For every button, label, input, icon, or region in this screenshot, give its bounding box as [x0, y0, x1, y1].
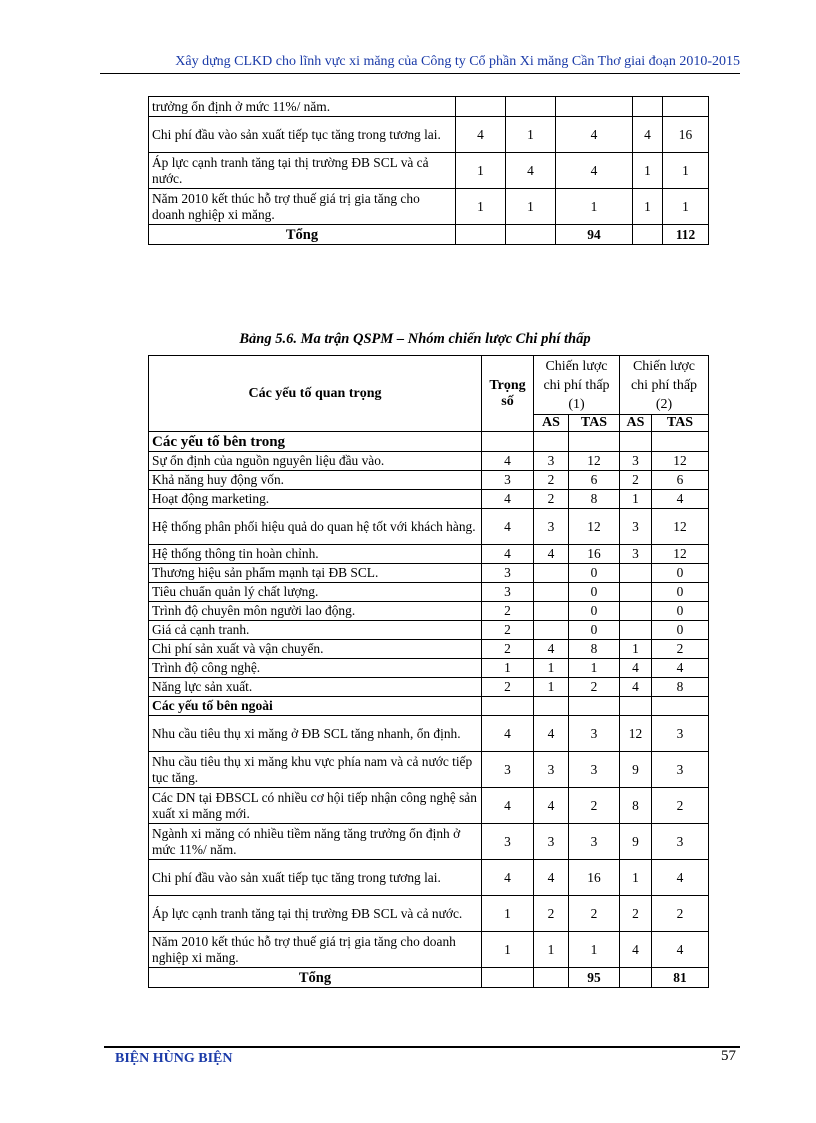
table-row — [149, 896, 709, 932]
value-cell: 2 — [534, 896, 569, 932]
value-cell: 3 — [482, 824, 534, 860]
total-label: Tổng — [149, 968, 482, 988]
value-cell — [534, 621, 569, 640]
value-cell: 16 — [663, 117, 709, 153]
factor-cell: Áp lực cạnh tranh tăng tại thị trường ĐB SCL và cả nước. — [149, 896, 482, 932]
footer-rule — [104, 1046, 740, 1048]
value-cell: 0 — [652, 621, 709, 640]
value-cell: 4 — [556, 117, 633, 153]
strategy-2-header: Chiến lược chi phí thấp (2) — [620, 356, 709, 415]
table-row — [149, 452, 709, 471]
section-row — [149, 432, 709, 452]
strategy-1-header: Chiến lược chi phí thấp (1) — [534, 356, 620, 415]
total-value: 81 — [652, 968, 709, 988]
value-cell: 3 — [569, 716, 620, 752]
value-cell: 4 — [482, 545, 534, 564]
value-cell — [633, 97, 663, 117]
factor-cell: Hệ thống phân phối hiệu quả do quan hệ tốt với khách hàng. — [149, 509, 482, 545]
value-cell: 3 — [482, 752, 534, 788]
value-cell: 4 — [456, 117, 506, 153]
total-value: 95 — [569, 968, 620, 988]
value-cell — [506, 97, 556, 117]
factor-cell: Năng lực sản xuất. — [149, 678, 482, 697]
value-cell: 0 — [652, 583, 709, 602]
total-row — [149, 225, 709, 245]
table-caption: Bảng 5.6. Ma trận QSPM – Nhóm chiến lược Chi phí thấp — [239, 331, 591, 347]
value-cell: 2 — [482, 602, 534, 621]
value-cell: 4 — [482, 860, 534, 896]
value-cell: 1 — [620, 640, 652, 659]
value-cell: 1 — [506, 117, 556, 153]
value-cell: 4 — [652, 860, 709, 896]
value-cell: 3 — [534, 509, 569, 545]
table-row — [149, 602, 709, 621]
table-row — [149, 97, 709, 117]
value-cell: 12 — [620, 716, 652, 752]
value-cell: 2 — [569, 896, 620, 932]
value-cell: 4 — [482, 716, 534, 752]
empty-cell — [633, 225, 663, 245]
value-cell: 4 — [620, 932, 652, 968]
value-cell: 2 — [652, 788, 709, 824]
value-cell: 2 — [652, 896, 709, 932]
running-header: Xây dựng CLKD cho lĩnh vực xi măng của Công ty Cổ phần Xi măng Cần Thơ giai đoạn 2010-2015 — [175, 54, 740, 69]
section-row — [149, 697, 709, 716]
value-cell: 4 — [652, 932, 709, 968]
value-cell: 16 — [569, 545, 620, 564]
factor-cell: Nhu cầu tiêu thụ xi măng ở ĐB SCL tăng nhanh, ổn định. — [149, 716, 482, 752]
factor-cell: Tiêu chuẩn quản lý chất lượng. — [149, 583, 482, 602]
table-row — [149, 564, 709, 583]
section-label-internal: Các yếu tố bên trong — [149, 432, 482, 452]
table-row — [149, 621, 709, 640]
total-label: Tổng — [149, 225, 456, 245]
value-cell: 12 — [652, 545, 709, 564]
value-cell: 4 — [633, 117, 663, 153]
factor-cell: Trình độ công nghệ. — [149, 659, 482, 678]
total-row — [149, 968, 709, 988]
value-cell: 8 — [569, 490, 620, 509]
page-number: 57 — [721, 1048, 736, 1064]
table-row — [149, 824, 709, 860]
value-cell: 12 — [569, 452, 620, 471]
value-cell: 4 — [482, 788, 534, 824]
value-cell — [620, 564, 652, 583]
value-cell: 8 — [620, 788, 652, 824]
factor-cell: Áp lực cạnh tranh tăng tại thị trường ĐB SCL và cả nước. — [149, 153, 456, 189]
table-row — [149, 860, 709, 896]
value-cell: 3 — [652, 752, 709, 788]
factor-cell: Năm 2010 kết thúc hỗ trợ thuế giá trị gia tăng cho doanh nghiệp xi măng. — [149, 189, 456, 225]
value-cell: 1 — [569, 932, 620, 968]
table-row — [149, 509, 709, 545]
table-row — [149, 752, 709, 788]
value-cell: 1 — [534, 659, 569, 678]
value-cell: 2 — [652, 640, 709, 659]
value-cell: 9 — [620, 824, 652, 860]
value-cell: 3 — [482, 564, 534, 583]
value-cell: 4 — [482, 452, 534, 471]
header-rule — [100, 73, 740, 74]
footer-author: BIỆN HÙNG BIỆN — [115, 1051, 233, 1066]
table-row — [149, 678, 709, 697]
value-cell: 16 — [569, 860, 620, 896]
as-header: AS — [620, 415, 652, 432]
header-row — [149, 356, 709, 415]
value-cell: 3 — [620, 545, 652, 564]
section-label-external: Các yếu tố bên ngoài — [149, 697, 482, 716]
tas-header: TAS — [569, 415, 620, 432]
value-cell: 0 — [569, 564, 620, 583]
value-cell: 3 — [620, 452, 652, 471]
value-cell: 6 — [569, 471, 620, 490]
factor-cell: Năm 2010 kết thúc hỗ trợ thuế giá trị gia tăng cho doanh nghiệp xi măng. — [149, 932, 482, 968]
factor-cell: Chi phí đầu vào sản xuất tiếp tục tăng trong tương lai. — [149, 860, 482, 896]
value-cell — [534, 602, 569, 621]
value-cell — [556, 97, 633, 117]
value-cell — [663, 97, 709, 117]
value-cell: 4 — [482, 509, 534, 545]
value-cell: 2 — [482, 621, 534, 640]
factor-cell: Hoạt động marketing. — [149, 490, 482, 509]
value-cell: 2 — [620, 471, 652, 490]
value-cell: 1 — [569, 659, 620, 678]
factor-cell: Chi phí sản xuất và vận chuyển. — [149, 640, 482, 659]
value-cell: 3 — [620, 509, 652, 545]
value-cell: 3 — [569, 824, 620, 860]
table-row — [149, 583, 709, 602]
value-cell — [620, 602, 652, 621]
value-cell: 2 — [482, 678, 534, 697]
value-cell: 4 — [652, 659, 709, 678]
value-cell: 1 — [534, 678, 569, 697]
empty-cell — [456, 225, 506, 245]
value-cell: 4 — [506, 153, 556, 189]
value-cell: 1 — [456, 153, 506, 189]
value-cell — [620, 621, 652, 640]
value-cell: 0 — [652, 564, 709, 583]
value-cell: 1 — [663, 189, 709, 225]
table-row — [149, 788, 709, 824]
factor-cell: Hệ thống thông tin hoàn chỉnh. — [149, 545, 482, 564]
value-cell: 0 — [652, 602, 709, 621]
value-cell: 0 — [569, 583, 620, 602]
value-cell: 8 — [569, 640, 620, 659]
table-row — [149, 490, 709, 509]
empty-cell — [506, 225, 556, 245]
factors-header: Các yếu tố quan trọng — [149, 356, 482, 432]
value-cell: 0 — [569, 621, 620, 640]
value-cell — [534, 583, 569, 602]
value-cell: 1 — [482, 896, 534, 932]
factor-cell: Giá cả cạnh tranh. — [149, 621, 482, 640]
value-cell: 1 — [663, 153, 709, 189]
table-row — [149, 932, 709, 968]
value-cell: 4 — [652, 490, 709, 509]
value-cell: 2 — [534, 471, 569, 490]
factor-cell: Chi phí đầu vào sản xuất tiếp tục tăng trong tương lai. — [149, 117, 456, 153]
value-cell: 4 — [620, 678, 652, 697]
value-cell: 8 — [652, 678, 709, 697]
value-cell: 3 — [482, 471, 534, 490]
value-cell: 4 — [556, 153, 633, 189]
value-cell: 3 — [534, 752, 569, 788]
factor-cell: Các DN tại ĐBSCL có nhiều cơ hội tiếp nhận công nghệ sản xuất xi măng mới. — [149, 788, 482, 824]
value-cell: 1 — [633, 153, 663, 189]
value-cell: 2 — [569, 678, 620, 697]
value-cell: 4 — [534, 545, 569, 564]
value-cell: 1 — [482, 932, 534, 968]
value-cell: 2 — [534, 490, 569, 509]
value-cell: 1 — [456, 189, 506, 225]
value-cell: 3 — [652, 824, 709, 860]
value-cell: 1 — [620, 490, 652, 509]
table-row — [149, 117, 709, 153]
factor-cell: Sự ổn định của nguồn nguyên liệu đầu vào. — [149, 452, 482, 471]
value-cell: 12 — [652, 452, 709, 471]
value-cell: 3 — [569, 752, 620, 788]
value-cell — [534, 564, 569, 583]
factor-cell: Ngành xi măng có nhiều tiềm năng tăng trưởng ổn định ở mức 11%/ năm. — [149, 824, 482, 860]
value-cell: 12 — [652, 509, 709, 545]
continued-table — [148, 96, 709, 245]
value-cell: 4 — [620, 659, 652, 678]
as-header: AS — [534, 415, 569, 432]
value-cell: 4 — [534, 788, 569, 824]
qspm-table — [148, 355, 709, 988]
tas-header: TAS — [652, 415, 709, 432]
value-cell: 9 — [620, 752, 652, 788]
table-row — [149, 189, 709, 225]
value-cell: 3 — [534, 452, 569, 471]
table-row — [149, 545, 709, 564]
total-value: 94 — [556, 225, 633, 245]
value-cell — [456, 97, 506, 117]
value-cell: 3 — [652, 716, 709, 752]
factor-cell: trưởng ổn định ở mức 11%/ năm. — [149, 97, 456, 117]
table-row — [149, 471, 709, 490]
value-cell: 4 — [534, 716, 569, 752]
factor-cell: Trình độ chuyên môn người lao động. — [149, 602, 482, 621]
factor-cell: Khả năng huy động vốn. — [149, 471, 482, 490]
weight-header: Trọng số — [482, 356, 534, 432]
value-cell: 2 — [482, 640, 534, 659]
factor-cell: Nhu cầu tiêu thụ xi măng khu vực phía nam và cả nước tiếp tục tăng. — [149, 752, 482, 788]
table-row — [149, 153, 709, 189]
value-cell: 4 — [482, 490, 534, 509]
value-cell: 4 — [534, 860, 569, 896]
value-cell: 3 — [534, 824, 569, 860]
total-value: 112 — [663, 225, 709, 245]
value-cell: 1 — [620, 860, 652, 896]
table-row — [149, 716, 709, 752]
table-row — [149, 640, 709, 659]
value-cell: 3 — [482, 583, 534, 602]
value-cell: 1 — [482, 659, 534, 678]
value-cell: 6 — [652, 471, 709, 490]
value-cell: 2 — [620, 896, 652, 932]
value-cell: 1 — [633, 189, 663, 225]
value-cell: 1 — [534, 932, 569, 968]
value-cell: 1 — [556, 189, 633, 225]
factor-cell: Thương hiệu sản phẩm mạnh tại ĐB SCL. — [149, 564, 482, 583]
value-cell: 1 — [506, 189, 556, 225]
value-cell: 0 — [569, 602, 620, 621]
table-row — [149, 659, 709, 678]
value-cell: 4 — [534, 640, 569, 659]
value-cell — [620, 583, 652, 602]
value-cell: 2 — [569, 788, 620, 824]
value-cell: 12 — [569, 509, 620, 545]
